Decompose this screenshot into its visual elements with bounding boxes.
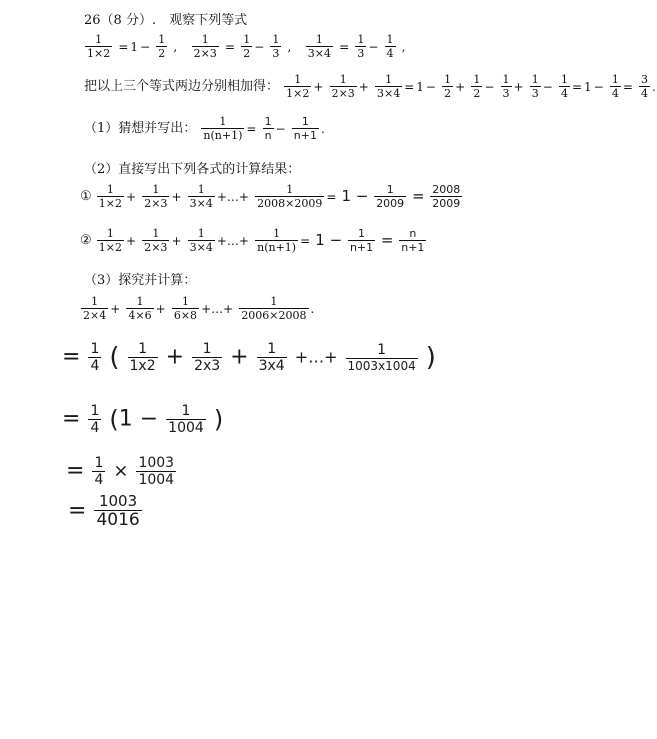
question-2a: ① $\frac{1}{1\times 2}$ + $\frac{1}{2\times 3}$ + $\frac{1}{3\times 4}$ +…+ $\frac{1}{2008\times 2009}$ = 1 − $\frac{1}{2009}$ = $\frac{2008}{2009}$: [80, 184, 463, 209]
sum-equation: 把以上三个等式两边分别相加得： $\frac{1}{1\times 2}$ + $\frac{1}{2\times 3}$ + $\frac{1}{3\times 4}$ = 1 − $\frac{1}{2}$ + $\frac{1}{2}$ − $\frac{1}{3}$ + $\frac{1}{3}$ − $\frac{1}{4}$ = 1 − $\frac{1}{4}$ = $\frac{3}{4}$ .: [84, 73, 656, 100]
solution-step-3: = $\frac{1}{4}$ × $\frac{1003}{1004}$: [66, 455, 175, 488]
sum-result: $\frac{3}{4}$: [641, 73, 649, 100]
q2b-answer: 1 − $\frac{1}{n+1}$ = $\frac{n}{n+1}$: [315, 227, 425, 254]
question-2-label: （2）直接写出下列各式的计算结果：: [84, 162, 301, 177]
problem-header: 26（8 分）. 观察下列等式: [84, 13, 248, 28]
question-2b: ② $\frac{1}{1\times 2}$ + $\frac{1}{2\times 3}$ + $\frac{1}{3\times 4}$ +…+ $\frac{1}{n(n+1)}$ = 1 − $\frac{1}{n+1}$ = $\frac{n}{n+1}$: [80, 228, 427, 253]
q1-answer-term-a: $\frac{1}{n}$: [264, 115, 272, 142]
eq3-lhs: $\frac{1}{3\times 4}$: [307, 33, 331, 60]
observed-equations: $\frac{1}{1\times 2}$ = 1 − $\frac{1}{2}$ , $\frac{1}{2\times 3}$ = $\frac{1}{2}$ − $\frac{1}{3}$ , $\frac{1}{3\times 4}$ = $\frac{1}{3}$ − $\frac{1}{4}$ ,: [87, 33, 406, 60]
eq1-rhs: $\frac{1}{2}$: [158, 33, 166, 60]
solution-step-2: = $\frac{1}{4}$ (1 − $\frac{1}{1004}$ ): [62, 403, 224, 436]
eq2-lhs: $\frac{1}{2\times 3}$: [193, 33, 217, 60]
question-3-label: （3）探究并计算：: [84, 273, 197, 288]
solution-step-4: = $\frac{1003}{4016}$: [68, 492, 140, 530]
eq1-lhs: $\frac{1}{1\times 2}$: [87, 33, 111, 60]
q2a-answer: 1 − $\frac{1}{2009}$ = $\frac{2008}{2009}$: [341, 183, 461, 210]
question-1: （1）猜想并写出： $\frac{1}{n(n+1)}$ = $\frac{1}{n}$ − $\frac{1}{n+1}$ .: [84, 115, 325, 142]
solution-step-1: = $\frac{1}{4}$ ( $\frac{1}{1x2}$ + $\frac{1}{2x3}$ + $\frac{1}{3x4}$ +…+ $\frac{1}{1003x1004}$ ): [62, 341, 436, 374]
q1-answer-term-b: $\frac{1}{n+1}$: [293, 115, 317, 142]
question-3-expression: $\frac{1}{2\times 4}$ + $\frac{1}{4\times 6}$ + $\frac{1}{6\times 8}$ +…+ $\frac{1}{2006\times 2008}$ .: [83, 295, 315, 322]
final-answer: $\frac{1003}{4016}$: [96, 492, 140, 530]
